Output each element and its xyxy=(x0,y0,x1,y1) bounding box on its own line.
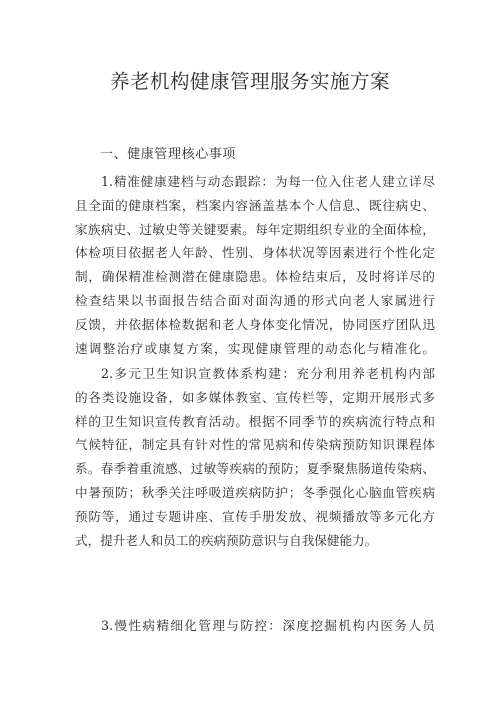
paragraph-line: 1.精准健康建档与动态跟踪：为每一位入住老人建立详尽 xyxy=(101,174,435,189)
paragraph-line: 中暑预防；秋季关注呼吸道疾病防护；冬季强化心脑血管疾病 xyxy=(75,484,435,500)
paragraph-line: 系。春季着重流感、过敏等疾病的预防；夏季聚焦肠道传染病、 xyxy=(75,461,435,477)
paragraph-line: 2.多元卫生知识宣教体系构建：充分利用养老机构内部 xyxy=(101,366,435,381)
paragraph-health-education xyxy=(75,362,435,552)
paragraph-line: 式，提升老人和员工的疾病预防意识与自我保健能力。 xyxy=(75,532,378,548)
paragraph-line: 体检项目依据老人年龄、性别、身体状况等因素进行个性化定 xyxy=(75,245,435,261)
paragraph-line: 检查结果以书面报告结合面对面沟通的形式向老人家属进行 xyxy=(75,292,435,308)
paragraph-line: 预防等，通过专题讲座、宣传手册发放、视频播放等多元化方 xyxy=(75,508,435,524)
section-heading: 一、健康管理核心事项 xyxy=(100,147,237,162)
paragraph-line: 气候特征，制定具有针对性的常见病和传染病预防知识课程体 xyxy=(75,437,435,453)
paragraph-line: 反馈，并依据体检数据和老人身体变化情况，协同医疗团队迅 xyxy=(75,316,435,332)
paragraph-line: 家族病史、过敏史等关键要素。每年定期组织专业的全面体检， xyxy=(75,221,435,237)
paragraph-line: 3.慢性病精细化管理与防控：深度挖掘机构内医务人员 xyxy=(101,618,435,633)
paragraph-line: 样的卫生知识宣传教育活动。根据不同季节的疾病流行特点和 xyxy=(75,413,435,429)
document-title: 养老机构健康管理服务实施方案 xyxy=(109,70,390,93)
paragraph-line: 速调整治疗或康复方案，实现健康管理的动态化与精准化。 xyxy=(75,340,435,356)
paragraph-line: 且全面的健康档案，档案内容涵盖基本个人信息、既往病史、 xyxy=(75,197,435,213)
paragraph-line: 制，确保精准检测潜在健康隐患。体检结束后，及时将详尽的 xyxy=(75,269,435,285)
paragraph-chronic-disease xyxy=(75,614,435,638)
paragraph-health-records xyxy=(75,170,435,360)
paragraph-line: 的各类设施设备，如多媒体教室、宣传栏等，定期开展形式多 xyxy=(75,389,435,405)
